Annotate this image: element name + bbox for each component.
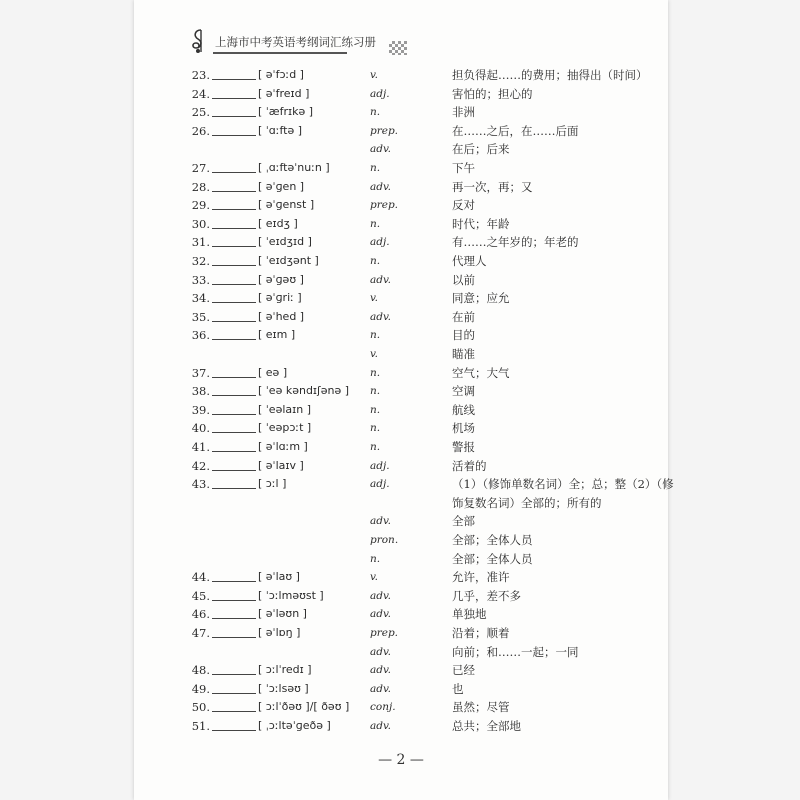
vocab-row [134,85,668,103]
meaning: 代理人 [452,254,487,268]
phonetic: [ əˈlɑːm ] [258,440,308,453]
part-of-speech: n. [370,403,381,416]
part-of-speech: n. [370,385,381,398]
meaning: 全部 [452,514,475,529]
answer-blank[interactable] [212,401,256,415]
meaning: 空调 [452,384,475,399]
answer-blank[interactable] [212,85,256,99]
answer-blank[interactable] [212,66,256,80]
vocab-row [134,550,668,568]
vocab-row [134,252,668,270]
phonetic: [ eɪm ] [258,328,296,342]
answer-blank[interactable] [212,159,256,173]
vocab-row [134,364,668,382]
phonetic: [ ˈɔːlsəʊ ] [258,681,309,695]
answer-blank[interactable] [212,587,256,601]
part-of-speech: adv. [370,664,392,677]
phonetic: [ əˈlɒŋ ] [258,626,301,639]
part-of-speech: adj. [370,459,390,472]
meaning: 在后；后来 [452,142,510,157]
part-of-speech: n. [370,422,381,435]
meaning: 瞄准 [452,347,475,361]
part-of-speech: adv. [370,608,392,621]
phonetic: [ əˈɡenst ] [258,198,315,212]
vocab-row [134,103,668,121]
part-of-speech: prep. [370,124,399,137]
meaning: （1）（修饰单数名词）全；总；整（2）（修 [452,477,674,492]
meaning: 时代；年龄 [452,216,510,231]
phonetic: [ ˌɑːftəˈnuːn ] [258,161,330,174]
vocab-row [134,698,668,716]
part-of-speech: v. [370,292,379,305]
phonetic: [ ˈeəlaɪn ] [258,402,311,416]
part-of-speech: v. [370,348,379,360]
meaning: 以前 [452,272,475,287]
meaning: 允许，准许 [452,570,510,585]
vocab-row [134,159,668,177]
part-of-speech: adv. [370,720,392,732]
part-of-speech: n. [370,162,381,174]
answer-blank[interactable] [212,178,256,192]
vocab-row [134,140,668,158]
meaning: 几乎，差不多 [452,588,521,603]
answer-blank[interactable] [212,717,256,731]
phonetic: [ əˈhed ] [258,309,305,323]
vocab-row [134,661,668,679]
meaning: 单独地 [452,607,487,622]
vocab-row [134,624,668,642]
entry-number: 29. [191,198,210,213]
phonetic: [ əˈfɔːd ] [258,68,304,81]
part-of-speech: n. [370,366,381,379]
vocab-row [134,66,668,84]
phonetic: [ ˈɑːftə ] [258,123,303,137]
header-title: 上海市中考英语考纲词汇练习册 [215,35,376,49]
answer-blank[interactable] [212,698,256,712]
phonetic: [ əˈɡriː ] [258,291,302,305]
part-of-speech: conj. [370,701,396,714]
vocab-row [134,680,668,698]
entry-number: 31. [191,235,210,250]
vocab-row [134,326,668,344]
vocab-row [134,271,668,289]
entry-number: 41. [191,440,210,454]
vocab-row [134,568,668,586]
vocab-row [134,308,668,326]
phonetic: [ ɔːl ] [258,477,287,491]
answer-blank[interactable] [212,308,256,322]
answer-blank[interactable] [212,382,256,396]
entry-number: 35. [191,309,210,324]
vocab-row [134,215,668,233]
answer-blank[interactable] [212,196,256,210]
meaning: 空气；大气 [452,365,510,380]
meaning: 同意；应允 [452,291,510,306]
answer-blank[interactable] [212,680,256,694]
entry-number: 43. [191,477,210,492]
part-of-speech: adv. [370,273,392,286]
meaning: 反对 [452,198,475,213]
entry-number: 48. [191,663,210,678]
part-of-speech: n. [370,329,381,342]
part-of-speech: n. [370,441,381,453]
entry-number: 24. [191,86,210,101]
meaning: 非洲 [452,105,475,120]
entry-number: 40. [191,421,210,436]
meaning: 向前；和……一起；一同 [452,644,579,659]
part-of-speech: adv. [370,143,392,156]
phonetic: [ əˈlaɪv ] [258,458,304,472]
phonetic: [ eə ] [258,365,288,379]
phonetic: [ əˈɡəʊ ] [258,272,304,286]
meaning: 担负得起……的费用；抽得出（时间） [452,68,648,82]
answer-blank[interactable] [212,419,256,433]
answer-blank[interactable] [212,103,256,117]
vocab-row [134,512,668,530]
entry-number: 45. [191,588,210,603]
answer-blank[interactable] [212,289,256,303]
vocab-row [134,382,668,400]
vocab-row [134,457,668,475]
meaning: 在……之后，在……后面 [452,123,579,138]
answer-blank[interactable] [212,252,256,266]
vocab-row [134,494,668,512]
part-of-speech: adv. [370,515,392,528]
answer-blank[interactable] [212,438,256,452]
entry-number: 44. [191,570,210,585]
vocab-row [134,475,674,493]
meaning: 航线 [452,402,475,417]
vocab-row [134,401,668,419]
answer-blank[interactable] [212,605,256,619]
vocab-row [134,233,668,251]
entry-number: 38. [191,384,210,399]
answer-blank[interactable] [212,215,256,229]
phonetic: [ ɔːlˈðəʊ ]/[ ðəʊ ] [258,700,350,714]
entry-number: 47. [191,626,210,640]
answer-blank[interactable] [212,661,256,675]
part-of-speech: adv. [370,589,392,602]
phonetic: [ əˈɡen ] [258,179,305,193]
part-of-speech: v. [370,571,379,584]
phonetic: [ ˌɔːltəˈɡeðə ] [258,719,331,732]
meaning: 在前 [452,309,475,324]
part-of-speech: n. [370,217,381,230]
meaning: 也 [452,681,464,696]
entry-number: 25. [191,105,210,120]
vocab-row [134,196,668,214]
meaning: 全部；全体人员 [452,533,533,547]
vocab-row [134,643,668,661]
part-of-speech: prep. [370,199,399,212]
part-of-speech: adv. [370,645,392,658]
meaning: 警报 [452,440,475,454]
vocab-row [134,531,668,549]
phonetic: [ ˈæfrɪkə ] [258,105,314,119]
vocab-row [134,587,668,605]
part-of-speech: adv. [370,180,392,193]
book-page [134,0,674,800]
phonetic: [ əˈfreɪd ] [258,86,310,100]
entry-number: 27. [191,161,210,175]
answer-blank[interactable] [212,624,256,638]
part-of-speech: prep. [370,627,399,639]
phonetic: [ ɔːlˈredɪ ] [258,663,312,677]
entry-number: 36. [191,328,210,343]
vocab-row [134,717,668,735]
phonetic: [ ˈeə kəndɪʃənə ] [258,384,350,398]
entry-number: 39. [191,402,210,417]
entry-number: 33. [191,272,210,287]
page-number: — 2 — [378,752,424,768]
vocab-row [134,419,668,437]
part-of-speech: n. [370,552,381,565]
part-of-speech: pron. [370,534,399,546]
entry-number: 50. [191,700,210,715]
answer-blank[interactable] [212,457,256,471]
entry-number: 51. [191,719,210,733]
part-of-speech: n. [370,106,381,119]
meaning: 饰复数名词）全部的；所有的 [452,495,602,510]
part-of-speech: n. [370,255,381,267]
phonetic: [ ˈɔːlməʊst ] [258,588,324,602]
part-of-speech: adv. [370,682,392,695]
part-of-speech: adj. [370,478,390,491]
answer-blank[interactable] [212,122,256,136]
vocab-row [134,289,668,307]
meaning: 活着的 [452,458,487,473]
entry-number: 49. [191,681,210,696]
vocab-row [134,345,668,363]
entry-number: 26. [191,123,210,138]
entry-number: 34. [191,291,210,306]
phonetic: [ əˈlaʊ ] [258,570,300,584]
meaning: 下午 [452,161,475,175]
vocab-row [134,178,668,196]
phonetic: [ ˈeəpɔːt ] [258,421,312,435]
meaning: 已经 [452,663,475,678]
answer-blank[interactable] [212,271,256,285]
part-of-speech: adj. [370,236,390,249]
answer-blank[interactable] [212,364,256,378]
entry-number: 30. [191,216,210,231]
meaning: 有……之年岁的；年老的 [452,235,579,250]
entry-number: 42. [191,458,210,473]
phonetic: [ ˈeɪdʒɪd ] [258,235,312,249]
entry-number: 32. [191,254,210,268]
entry-number: 37. [191,365,210,380]
phonetic: [ ˈeɪdʒənt ] [258,254,319,267]
vocab-row [134,605,668,623]
part-of-speech: adv. [370,310,392,323]
phonetic: [ əˈləʊn ] [258,607,307,621]
phonetic: [ eɪdʒ ] [258,216,298,230]
meaning: 虽然；尽管 [452,700,510,715]
answer-blank[interactable] [212,233,256,247]
vocabulary-list [134,0,674,760]
meaning: 机场 [452,421,475,436]
meaning: 害怕的；担心的 [452,86,533,101]
meaning: 再一次，再；又 [452,179,533,194]
answer-blank[interactable] [212,568,256,582]
entry-number: 28. [191,179,210,194]
part-of-speech: adj. [370,87,390,100]
answer-blank[interactable] [212,326,256,340]
part-of-speech: v. [370,69,379,81]
meaning: 沿着；顺着 [452,626,510,640]
vocab-row [134,122,668,140]
answer-blank[interactable] [212,475,256,489]
meaning: 目的 [452,328,475,343]
entry-number: 46. [191,607,210,622]
meaning: 总共；全部地 [452,719,521,733]
meaning: 全部；全体人员 [452,551,533,566]
entry-number: 23. [191,68,210,82]
vocab-row [134,438,668,456]
